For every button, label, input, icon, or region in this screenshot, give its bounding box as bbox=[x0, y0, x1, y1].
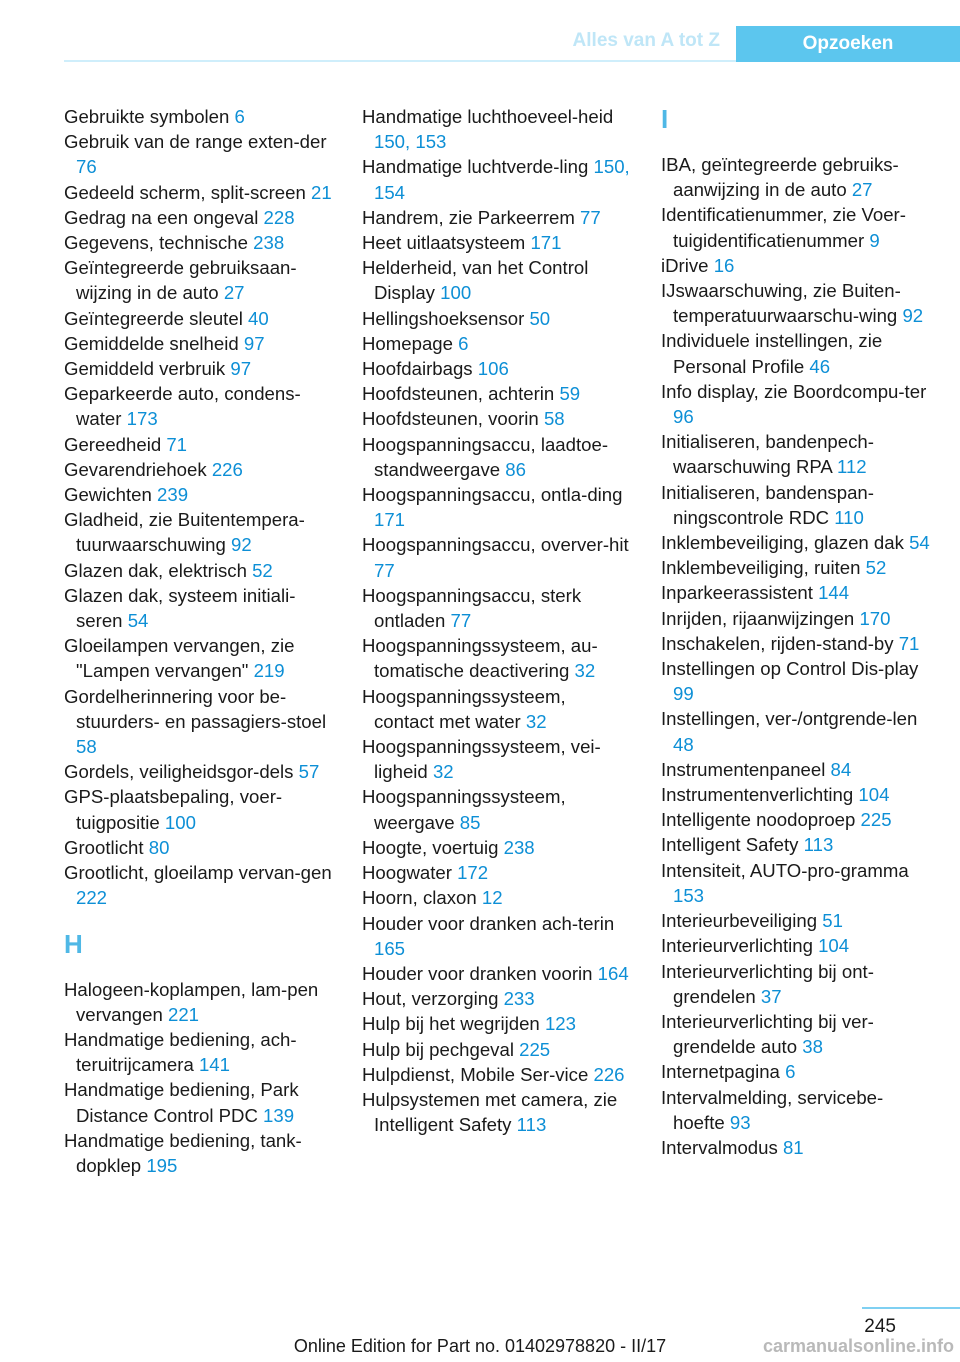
index-entry-term: Gladheid, zie Buitentempera-tuurwaarschuwing bbox=[64, 509, 305, 556]
index-entry-term: Grootlicht bbox=[64, 836, 149, 858]
index-entry bbox=[661, 1009, 933, 1059]
index-entry bbox=[661, 1059, 933, 1084]
index-entry bbox=[64, 432, 332, 457]
page-reference-link[interactable]: 38 bbox=[802, 1036, 823, 1058]
index-entry-term: Hout, verzorging bbox=[362, 988, 504, 1010]
index-entry bbox=[362, 911, 630, 961]
index-entry bbox=[661, 530, 933, 555]
index-entry bbox=[64, 129, 332, 179]
index-entry-term: Interieurverlichting bij ver-grendelde auto bbox=[661, 1010, 874, 1058]
index-entry-term: Gebruik van de range exten-der bbox=[64, 131, 327, 153]
index-entry-term: Identificatienummer, zie Voer-tuigidentificatienummer bbox=[661, 204, 906, 251]
index-entry-term: Interieurverlichting bbox=[661, 935, 819, 957]
index-entry-term: Intelligent Safety bbox=[661, 834, 804, 856]
index-entry bbox=[362, 381, 630, 406]
index-entry-term: Handmatige luchthoeveel-heid bbox=[362, 106, 614, 127]
index-entry bbox=[64, 306, 332, 331]
page-reference-link[interactable]: 153 bbox=[673, 884, 705, 906]
index-entry-term: Hoorn, claxon bbox=[362, 887, 482, 909]
index-entry bbox=[362, 1037, 630, 1062]
index-entry-term: Hoogspanningsaccu, laadtoe-standweergave bbox=[362, 433, 609, 480]
page-reference-link[interactable]: 97 bbox=[243, 332, 265, 354]
page-reference-link[interactable]: 222 bbox=[76, 887, 108, 909]
index-entry-term: Initialiseren, bandenpech-waarschuwing RPA bbox=[661, 431, 874, 478]
index-entry-term: Hulp bij het wegrijden bbox=[362, 1013, 545, 1035]
index-entry-term: Gemiddelde snelheid bbox=[64, 332, 244, 354]
index-entry bbox=[661, 1135, 933, 1160]
index-entry bbox=[64, 759, 332, 784]
index-entry-term: Gemiddeld verbruik bbox=[64, 358, 231, 380]
page-reference-link[interactable]: 59 bbox=[559, 383, 581, 405]
index-entry-term: Instellingen, ver-/ontgrende-len bbox=[661, 708, 918, 730]
index-entry bbox=[661, 152, 933, 202]
page-reference-link[interactable]: 92 bbox=[902, 305, 924, 327]
index-entry bbox=[64, 482, 332, 507]
index-entry-term: Instrumentenverlichting bbox=[661, 784, 859, 806]
index-entry-term: Geïntegreerde gebruiksaan-wijzing in de auto bbox=[64, 257, 297, 304]
index-entry bbox=[362, 482, 630, 532]
index-entry-term: Intensiteit, AUTO-pro-gramma bbox=[661, 859, 909, 881]
page-reference-link[interactable]: 9 bbox=[869, 229, 880, 251]
index-entry bbox=[64, 1027, 332, 1077]
page-reference-link[interactable]: 150, 154 bbox=[374, 156, 630, 203]
page-reference-link[interactable]: 100 bbox=[164, 811, 196, 833]
index-entry-term: Gegevens, technische bbox=[64, 232, 254, 254]
index-entry bbox=[661, 858, 933, 908]
page-reference-link[interactable]: 80 bbox=[148, 836, 170, 858]
page-reference-link[interactable]: 144 bbox=[818, 582, 850, 604]
page-reference-link[interactable]: 58 bbox=[543, 408, 565, 430]
page-reference-link[interactable]: 84 bbox=[830, 758, 852, 780]
index-entry-term: Gevarendriehoek bbox=[64, 458, 212, 480]
letter-heading: I bbox=[661, 104, 669, 134]
index-entry-term: Helderheid, van het Control Display bbox=[362, 257, 589, 304]
index-entry-term: Hulp bij pechgeval bbox=[362, 1038, 520, 1060]
index-entry bbox=[362, 306, 630, 331]
index-entry bbox=[64, 558, 332, 583]
index-entry-term: Homepage bbox=[362, 332, 459, 354]
index-entry bbox=[661, 253, 933, 278]
index-entry-term: Inparkeerassistent bbox=[661, 582, 819, 604]
index-entry bbox=[661, 429, 933, 479]
index-entry-term: Hoogspanningssysteem, weergave bbox=[362, 786, 566, 833]
page-reference-link[interactable]: 16 bbox=[713, 254, 735, 276]
page-reference-link[interactable]: 233 bbox=[503, 988, 535, 1010]
index-entry bbox=[661, 631, 933, 656]
index-entry-term: Instrumentenpaneel bbox=[661, 758, 831, 780]
index-entry bbox=[64, 784, 332, 834]
index-entry bbox=[362, 885, 630, 910]
index-column-1 bbox=[64, 104, 332, 1178]
page-reference-link[interactable]: 58 bbox=[76, 736, 97, 758]
index-entry bbox=[64, 180, 332, 205]
page-reference-link[interactable]: 238 bbox=[253, 232, 285, 254]
index-entry-term: Internetpagina bbox=[661, 1061, 786, 1083]
index-entry bbox=[64, 860, 332, 910]
index-entry-term: Inschakelen, rijden-stand-by bbox=[661, 632, 899, 654]
page-reference-link[interactable]: 226 bbox=[211, 458, 243, 480]
page-reference-link[interactable]: 76 bbox=[76, 156, 97, 178]
index-entry bbox=[64, 583, 332, 633]
index-entry bbox=[362, 835, 630, 860]
page-reference-link[interactable]: 99 bbox=[673, 683, 694, 705]
index-entry-term: Hoogspanningssysteem, au-tomatische deactivering bbox=[362, 635, 598, 682]
page-reference-link[interactable]: 173 bbox=[126, 408, 158, 430]
index-entry bbox=[362, 406, 630, 431]
index-entry bbox=[64, 331, 332, 356]
index-entry-term: Gewichten bbox=[64, 484, 158, 506]
page-reference-link[interactable]: 54 bbox=[127, 610, 149, 632]
index-entry-term: Hoogspanningsaccu, sterk ontladen bbox=[362, 584, 582, 632]
index-entry-term: Initialiseren, bandenspan-ningscontrole RDC bbox=[661, 481, 874, 528]
watermark: carmanualsonline.info bbox=[762, 1336, 954, 1356]
index-entry bbox=[64, 457, 332, 482]
index-entry-term: Glazen dak, systeem initiali-seren bbox=[64, 584, 296, 632]
page-reference-link[interactable]: 112 bbox=[836, 456, 867, 478]
index-entry bbox=[362, 331, 630, 356]
page-reference-link[interactable]: 96 bbox=[673, 406, 694, 428]
page-reference-link[interactable]: 86 bbox=[505, 458, 526, 480]
page-reference-link[interactable]: 71 bbox=[898, 632, 920, 654]
index-entry-term: Gordels, veiligheidsgor-dels bbox=[64, 761, 299, 783]
index-entry bbox=[362, 356, 630, 381]
index-entry-term: Gebruikte symbolen bbox=[64, 106, 235, 127]
page-reference-link[interactable]: 150, 153 bbox=[374, 131, 447, 153]
index-entry bbox=[362, 961, 630, 986]
index-entry-term: Handrem, zie Parkeerrem bbox=[362, 206, 581, 228]
index-entry-term: Hoofdsteunen, voorin bbox=[362, 408, 544, 430]
page-reference-link[interactable]: 6 bbox=[234, 106, 245, 127]
page-reference-link[interactable]: 50 bbox=[529, 307, 551, 329]
index-entry bbox=[64, 230, 332, 255]
index-entry bbox=[362, 1011, 630, 1036]
index-entry bbox=[362, 104, 630, 154]
page-reference-link[interactable]: 238 bbox=[503, 836, 535, 858]
page-reference-link[interactable]: 139 bbox=[263, 1104, 295, 1126]
index-entry-term: Intervalmodus bbox=[661, 1136, 783, 1158]
page-reference-link[interactable]: 171 bbox=[374, 509, 406, 531]
index-entry bbox=[64, 255, 332, 305]
index-entry-term: Hoogspanningssysteem, contact met water bbox=[362, 685, 566, 732]
index-entry bbox=[362, 986, 630, 1011]
page-reference-link[interactable]: 77 bbox=[374, 559, 395, 581]
page-reference-link[interactable]: 170 bbox=[859, 607, 891, 629]
page-reference-link[interactable]: 27 bbox=[851, 179, 873, 201]
index-entry-term: Instellingen op Control Dis-play bbox=[661, 658, 919, 680]
index-entry bbox=[661, 908, 933, 933]
index-entry bbox=[661, 706, 933, 756]
index-entry-term: Hoofdsteunen, achterin bbox=[362, 383, 560, 405]
index-entry-term: GPS-plaatsbepaling, voer-tuigpositie bbox=[64, 786, 283, 833]
index-entry bbox=[362, 734, 630, 784]
page-reference-link[interactable]: 81 bbox=[782, 1136, 804, 1158]
index-entry-term: Handmatige luchtverde-ling bbox=[362, 156, 594, 178]
index-entry bbox=[661, 656, 933, 706]
index-entry bbox=[64, 507, 332, 557]
page-reference-link[interactable]: 32 bbox=[432, 761, 454, 783]
page-reference-link[interactable]: 106 bbox=[477, 358, 509, 380]
index-entry bbox=[64, 1128, 332, 1178]
index-entry bbox=[362, 255, 630, 305]
index-entry-term: Houder voor dranken ach-terin bbox=[362, 912, 615, 934]
page-number: 245 bbox=[864, 1316, 896, 1337]
index-entry bbox=[362, 1062, 630, 1087]
section-tab[interactable]: Opzoeken bbox=[736, 26, 960, 62]
page-reference-link[interactable]: 165 bbox=[374, 937, 406, 959]
index-entry bbox=[661, 379, 933, 429]
index-entry-term: Handmatige bediening, ach-teruitrijcamera bbox=[64, 1028, 297, 1076]
page-reference-link[interactable]: 77 bbox=[450, 610, 472, 632]
page-reference-link[interactable]: 93 bbox=[729, 1111, 751, 1133]
index-entry bbox=[661, 782, 933, 807]
page-reference-link[interactable]: 46 bbox=[809, 355, 831, 377]
index-entry bbox=[661, 757, 933, 782]
page-reference-link[interactable]: 113 bbox=[803, 834, 834, 856]
index-entry-term: Hulpdienst, Mobile Ser-vice bbox=[362, 1063, 594, 1085]
index-entry bbox=[362, 684, 630, 734]
page-reference-link[interactable]: 195 bbox=[146, 1154, 178, 1176]
index-entry-term: Geparkeerde auto, condens-water bbox=[64, 383, 301, 430]
index-entry-term: Hoogte, voertuig bbox=[362, 836, 504, 858]
index-entry-term: Inklembeveiliging, ruiten bbox=[661, 557, 866, 579]
index-entry-term: Hoogspanningsaccu, ontla-ding bbox=[362, 484, 623, 506]
page-reference-link[interactable]: 164 bbox=[597, 962, 629, 984]
index-entry bbox=[661, 1085, 933, 1135]
page-reference-link[interactable]: 221 bbox=[168, 1003, 200, 1025]
index-entry bbox=[362, 633, 630, 683]
letter-heading: H bbox=[64, 928, 83, 959]
index-entry-term: Info display, zie Boordcompu-ter bbox=[661, 380, 927, 402]
page-reference-link[interactable]: 123 bbox=[544, 1013, 576, 1035]
index-entry bbox=[362, 154, 630, 204]
page-reference-link[interactable]: 104 bbox=[858, 784, 890, 806]
index-entry bbox=[64, 977, 332, 1027]
page-reference-link[interactable]: 21 bbox=[311, 181, 332, 203]
index-entry-term: Gedeeld scherm, split-screen bbox=[64, 181, 311, 203]
index-entry bbox=[661, 555, 933, 580]
index-entry-term: Gereedheid bbox=[64, 433, 167, 455]
index-entry-term: Hulpsystemen met camera, zie Intelligent Safety bbox=[362, 1088, 618, 1136]
index-entry-term: Intelligente noodoproep bbox=[661, 809, 861, 831]
page-reference-link[interactable]: 172 bbox=[457, 862, 489, 884]
index-entry-term: Inklembeveiliging, glazen dak bbox=[661, 532, 910, 554]
index-entry-term: Inrijden, rijaanwijzingen bbox=[661, 607, 860, 629]
index-entry-term: Individuele instellingen, zie Personal Profile bbox=[661, 330, 883, 377]
page-reference-link[interactable]: 51 bbox=[822, 910, 843, 932]
index-entry-term: iDrive bbox=[661, 254, 714, 276]
index-entry-term: Glazen dak, elektrisch bbox=[64, 559, 253, 581]
page-reference-link[interactable]: 52 bbox=[252, 559, 273, 581]
page-reference-link[interactable]: 85 bbox=[459, 811, 481, 833]
index-entry bbox=[661, 832, 933, 857]
index-entry bbox=[64, 205, 332, 230]
index-entry bbox=[362, 230, 630, 255]
index-entry-term: Hellingshoeksensor bbox=[362, 307, 530, 329]
page-reference-link[interactable]: 225 bbox=[860, 809, 892, 831]
index-entry bbox=[64, 633, 332, 683]
index-entry bbox=[362, 583, 630, 633]
index-entry bbox=[661, 328, 933, 378]
page-reference-link[interactable]: 71 bbox=[166, 433, 188, 455]
index-entry bbox=[362, 205, 630, 230]
page-reference-link[interactable]: 141 bbox=[198, 1054, 230, 1076]
index-entry-term: Gloeilampen vervangen, zie "Lampen vervangen" bbox=[64, 635, 295, 682]
index-entry bbox=[64, 104, 332, 129]
index-entry bbox=[661, 933, 933, 958]
index-entry-term: Hoogspanningssysteem, vei-ligheid bbox=[362, 736, 601, 783]
index-entry bbox=[64, 381, 332, 431]
page-reference-link[interactable]: 225 bbox=[519, 1038, 551, 1060]
page-reference-link[interactable]: 40 bbox=[248, 307, 269, 329]
page-reference-link[interactable]: 113 bbox=[516, 1114, 547, 1136]
index-entry bbox=[661, 606, 933, 631]
index-entry bbox=[362, 784, 630, 834]
index-entry bbox=[362, 432, 630, 482]
index-entry-term: IBA, geïntegreerde gebruiks-aanwijzing in de auto bbox=[661, 154, 899, 201]
index-entry-term: Halogeen-koplampen, lam-pen vervangen bbox=[64, 978, 319, 1025]
index-entry bbox=[362, 860, 630, 885]
index-entry bbox=[64, 835, 332, 860]
page-reference-link[interactable]: 92 bbox=[231, 534, 252, 556]
footer-rule bbox=[862, 1307, 960, 1309]
index-entry bbox=[661, 807, 933, 832]
page-reference-link[interactable]: 100 bbox=[440, 282, 472, 304]
index-entry-term: Hoofdairbags bbox=[362, 358, 478, 380]
index-entry bbox=[362, 532, 630, 582]
index-entry bbox=[661, 959, 933, 1009]
page-reference-link[interactable]: 52 bbox=[865, 557, 887, 579]
page-reference-link[interactable]: 12 bbox=[481, 887, 503, 909]
index-entry-term: IJswaarschuwing, zie Buiten-temperatuurwaarschu-wing bbox=[661, 280, 903, 327]
index-entry-term: Gedrag na een ongeval bbox=[64, 206, 264, 228]
index-entry-term: Handmatige bediening, tank-dopklep bbox=[64, 1129, 302, 1176]
index-entry-term: Gordelherinnering voor be-stuurders- en passagiers-stoel bbox=[64, 685, 327, 732]
page-reference-link[interactable]: 219 bbox=[253, 660, 285, 682]
index-entry bbox=[362, 1087, 630, 1137]
index-column-3 bbox=[661, 104, 933, 1160]
page-reference-link[interactable]: 57 bbox=[298, 761, 320, 783]
page-reference-link[interactable]: 104 bbox=[818, 935, 850, 957]
index-entry-term: Interieurverlichting bij ont-grendelen bbox=[661, 960, 874, 1007]
index-column-2 bbox=[362, 104, 630, 1137]
index-entry-term: Houder voor dranken voorin bbox=[362, 962, 598, 984]
index-entry-term: Grootlicht, gloeilamp vervan-gen bbox=[64, 862, 332, 884]
index-entry bbox=[64, 684, 332, 760]
page-reference-link[interactable]: 97 bbox=[230, 358, 252, 380]
index-entry bbox=[661, 202, 933, 252]
index-entry-term: Intervalmelding, servicebe-hoefte bbox=[661, 1086, 884, 1133]
index-entry bbox=[64, 1077, 332, 1127]
index-entry-term: Hoogspanningsaccu, overver-hit bbox=[362, 534, 629, 556]
edition-note: Online Edition for Part no. 01402978820 - II/17 bbox=[293, 1336, 667, 1356]
page-reference-link[interactable]: 6 bbox=[785, 1061, 796, 1083]
page-reference-link[interactable]: 37 bbox=[760, 985, 782, 1007]
index-entry-term: Interieurbeveiliging bbox=[661, 910, 823, 932]
page-reference-link[interactable]: 77 bbox=[580, 206, 601, 228]
page-reference-link[interactable]: 27 bbox=[223, 282, 245, 304]
page-header bbox=[0, 26, 960, 62]
page-reference-link[interactable]: 6 bbox=[458, 332, 469, 354]
page-reference-link[interactable]: 171 bbox=[530, 232, 562, 254]
index-entry-term: Geïntegreerde sleutel bbox=[64, 307, 248, 329]
page-reference-link[interactable]: 32 bbox=[525, 710, 547, 732]
index-entry bbox=[64, 356, 332, 381]
section-label: Alles van A tot Z bbox=[572, 30, 720, 51]
index-entry-term: Handmatige bediening, Park Distance Control PDC bbox=[64, 1079, 299, 1126]
page-reference-link[interactable]: 239 bbox=[157, 484, 189, 506]
page-reference-link[interactable]: 32 bbox=[574, 660, 596, 682]
index-entry bbox=[661, 580, 933, 605]
index-entry bbox=[661, 278, 933, 328]
page-reference-link[interactable]: 228 bbox=[263, 206, 295, 228]
index-entry-term: Heet uitlaatsysteem bbox=[362, 232, 531, 254]
page-reference-link[interactable]: 48 bbox=[673, 733, 694, 755]
page-reference-link[interactable]: 110 bbox=[834, 506, 864, 528]
index-entry-term: Hoogwater bbox=[362, 862, 458, 884]
index-entry bbox=[661, 480, 933, 530]
page-reference-link[interactable]: 54 bbox=[909, 532, 930, 554]
page-reference-link[interactable]: 226 bbox=[593, 1063, 625, 1085]
